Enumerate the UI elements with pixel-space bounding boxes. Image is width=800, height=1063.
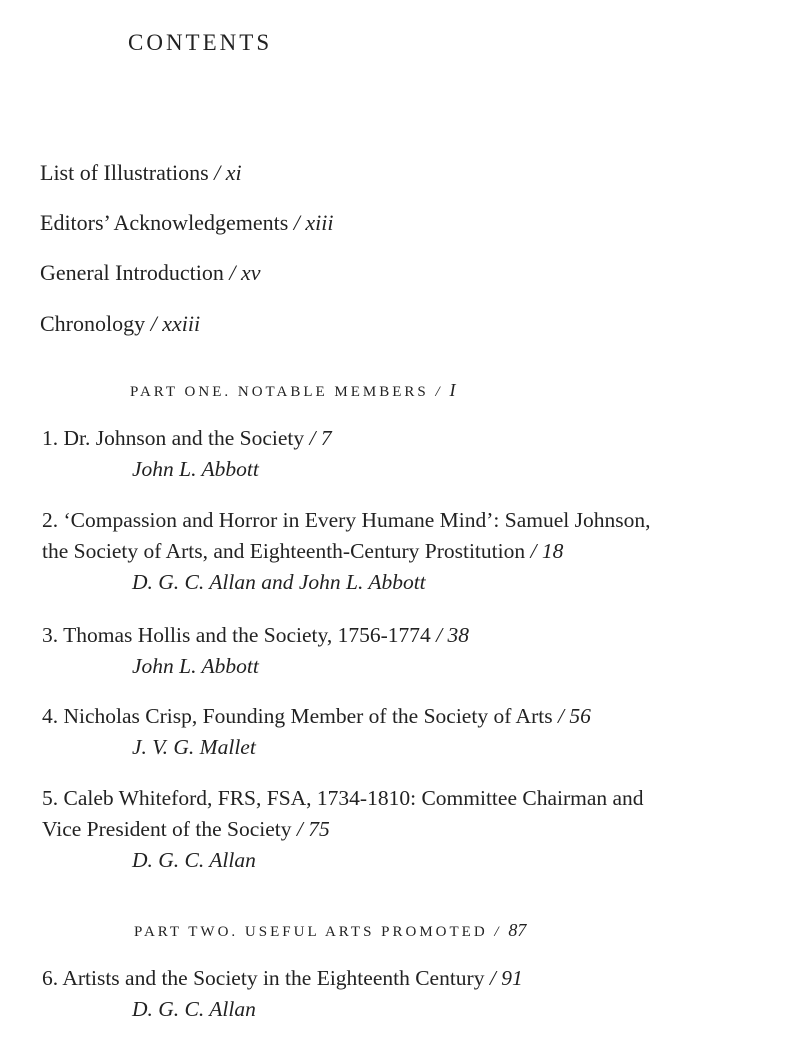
page-separator: / [428,384,450,400]
toc-entry-chapter-5[interactable] [42,783,792,876]
entry-author: J. V. G. Mallet [132,735,256,759]
entry-title: General Introduction [40,260,224,285]
entry-title: 6. Artists and the Society in the Eighteenth Century [42,966,485,990]
page-separator: / [552,704,570,728]
page-separator: / [288,210,306,235]
toc-entry-chronology[interactable] [40,311,200,337]
entry-title-line: Vice President of the Society [42,817,292,841]
toc-entry-chapter-1[interactable] [42,423,792,485]
part-heading-two [134,920,526,941]
entry-title: 1. Dr. Johnson and the Society [42,426,305,450]
toc-entry-list-of-illustrations[interactable] [40,160,242,186]
page-separator: / [208,160,226,185]
page-number: xv [241,260,261,285]
page-separator: / [145,311,163,336]
entry-title: List of Illustrations [40,160,209,185]
page-separator: / [430,623,448,647]
part-label: PART TWO. USEFUL ARTS PROMOTED [134,924,488,940]
entry-author: D. G. C. Allan and John L. Abbott [132,570,426,594]
entry-author: D. G. C. Allan [132,848,256,872]
page-number: 7 [320,426,332,450]
page-number: xi [225,160,242,185]
page-separator: / [484,966,502,990]
page-separator: / [304,426,321,450]
part-heading-one [130,380,455,401]
part-label: PART ONE. NOTABLE MEMBERS [130,384,429,400]
page-separator: / [487,924,509,940]
entry-title-line: the Society of Arts, and Eighteenth-Century Prostitution [42,539,526,563]
toc-entry-chapter-6[interactable] [42,963,792,1025]
toc-entry-chapter-3[interactable] [42,620,792,682]
toc-entry-general-introduction[interactable] [40,260,261,286]
page-number: xxiii [162,311,201,336]
toc-entry-chapter-4[interactable] [42,701,792,763]
page-separator: / [291,817,309,841]
entry-title-line: 5. Caleb Whiteford, FRS, FSA, 1734-1810: Committee Chairman and [42,786,644,810]
page-title: CONTENTS [128,30,273,55]
entry-title: Chronology [40,311,146,336]
page-number: 56 [569,704,591,728]
entry-title: 3. Thomas Hollis and the Society, 1756-1774 [42,623,431,647]
entry-author: D. G. C. Allan [132,997,256,1021]
entry-author: John L. Abbott [132,457,259,481]
entry-author: John L. Abbott [132,654,259,678]
page-number: 38 [447,623,469,647]
toc-entry-chapter-2[interactable] [42,505,792,598]
toc-entry-acknowledgements[interactable] [40,210,334,236]
page-separator: / [223,260,241,285]
page-number: 75 [308,817,330,841]
page-number: 87 [508,920,527,940]
page-number: xiii [305,210,334,235]
entry-title: 4. Nicholas Crisp, Founding Member of the Society of Arts [42,704,553,728]
page-separator: / [525,539,542,563]
page-number: 91 [501,966,523,990]
entry-title: Editors’ Acknowledgements [40,210,289,235]
page-number: I [449,380,456,400]
page-number: 18 [541,539,564,563]
entry-title-line: 2. ‘Compassion and Horror in Every Humane Mind’: Samuel Johnson, [42,508,651,532]
